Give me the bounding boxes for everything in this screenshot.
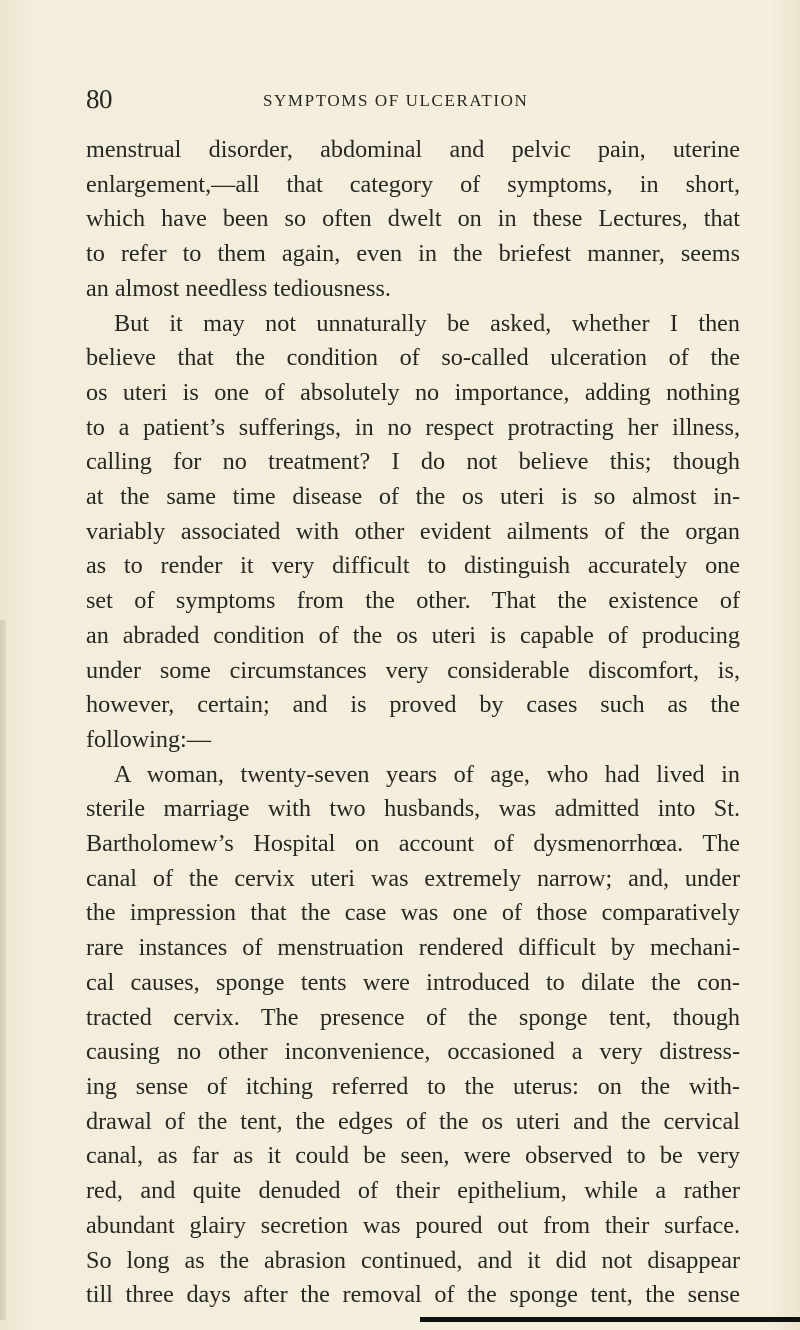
text-line: os uteri is one of absolutely no importance, adding nothing	[86, 378, 740, 406]
text-line: abundant glairy secretion was poured out from their surface.	[86, 1211, 740, 1239]
text-line: an almost needless tediousness.	[86, 274, 391, 302]
text-line: calling for no treatment? I do not believe this; though	[86, 448, 740, 476]
text-line: variably associated with other evident ailments of the organ	[86, 517, 740, 545]
page-number: 80	[86, 84, 112, 114]
page-gutter-shadow	[0, 620, 6, 1320]
body-text	[86, 133, 740, 1313]
paragraph	[86, 758, 740, 1313]
text-line: red, and quite denuded of their epithelium, while a rather	[86, 1177, 740, 1205]
text-line: to refer to them again, even in the briefest manner, seems	[86, 240, 740, 268]
text-line: believe that the condition of so-called ulceration of the	[86, 344, 740, 372]
text-line: enlargement,—all that category of symptoms, in short,	[86, 170, 740, 198]
text-line: ing sense of itching referred to the uterus: on the with-	[86, 1072, 740, 1100]
text-line: Bartholomew’s Hospital on account of dysmenorrhœa. The	[86, 830, 740, 858]
text-line: till three days after the removal of the sponge tent, the sense	[86, 1281, 740, 1309]
text-line: tracted cervix. The presence of the sponge tent, though	[86, 1003, 740, 1031]
text-line: set of symptoms from the other. That the existence of	[86, 587, 740, 615]
text-line: canal of the cervix uteri was extremely narrow; and, under	[86, 864, 740, 892]
text-line: canal, as far as it could be seen, were observed to be very	[86, 1142, 740, 1170]
text-line: the impression that the case was one of those comparatively	[86, 899, 740, 927]
paragraph-continued	[86, 133, 740, 307]
text-line: rare instances of menstruation rendered difficult by mechani-	[86, 934, 740, 962]
text-line: following:—	[86, 725, 211, 753]
text-line: which have been so often dwelt on in these Lectures, that	[86, 205, 740, 233]
text-line: sterile marriage with two husbands, was admitted into St.	[86, 795, 740, 823]
text-line: drawal of the tent, the edges of the os uteri and the cervical	[86, 1107, 740, 1135]
text-line: at the same time disease of the os uteri is so almost in-	[86, 483, 740, 511]
paragraph	[86, 307, 740, 758]
bottom-edge-rule	[420, 1317, 800, 1322]
text-line: cal causes, sponge tents were introduced to dilate the con-	[86, 968, 740, 996]
running-title: SYMPTOMS OF ULCERATION	[263, 91, 529, 110]
text-line: to a patient’s sufferings, in no respect protracting her illness,	[86, 413, 740, 441]
text-line: causing no other inconvenience, occasioned a very distress-	[86, 1038, 740, 1066]
text-line: as to render it very difficult to distinguish accurately one	[86, 552, 740, 580]
text-line: So long as the abrasion continued, and it did not disappear	[86, 1246, 740, 1274]
text-line: But it may not unnaturally be asked, whether I then	[114, 309, 740, 337]
text-line: however, certain; and is proved by cases such as the	[86, 691, 740, 719]
text-line: an abraded condition of the os uteri is capable of producing	[86, 621, 740, 649]
text-line: under some circumstances very considerable discomfort, is,	[86, 656, 740, 684]
text-line: menstrual disorder, abdominal and pelvic pain, uterine	[86, 136, 740, 163]
text-line: A woman, twenty-seven years of age, who had lived in	[114, 760, 740, 788]
